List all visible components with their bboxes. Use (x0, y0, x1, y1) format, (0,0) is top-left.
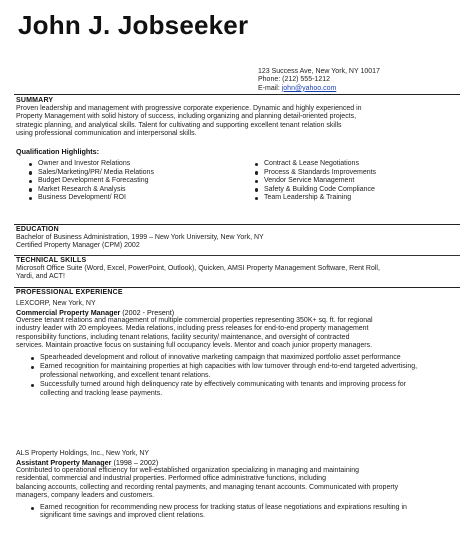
qualifications-left-list (26, 160, 154, 203)
education-line: Certified Property Manager (CPM) 2002 (16, 242, 140, 250)
job-company: LEXCORP, New York, NY (16, 300, 96, 307)
experience-heading: PROFESSIONAL EXPERIENCE (16, 289, 123, 296)
job-achievements-list (28, 504, 418, 522)
job-description-line: responsibility functions, including tenant relations, facility security/ maintenance, and oversight of contracted (16, 333, 350, 341)
qualifications-right-list (252, 160, 376, 203)
summary-line: strategic planning, and analytical skills. Talent for cultivating and supporting excellent tenant relation skills (16, 121, 342, 129)
education-text (16, 234, 456, 251)
achievement-item: Spearheaded development and rollout of innovative marketing campaign that maximized portfolio asset performance (28, 354, 418, 362)
list-item: Vendor Service Management (252, 177, 376, 186)
contact-phone: Phone: (212) 555-1212 (258, 76, 330, 84)
job-description-line: managers, company leaders and customers. (16, 491, 155, 499)
contact-email-line (258, 85, 380, 93)
job-dates: (1998 – 2002) (111, 458, 159, 467)
header-divider (14, 94, 460, 95)
job-title: Assistant Property Manager (16, 458, 112, 467)
technical-line: Microsoft Office Suite (Word, Excel, PowerPoint, Outlook), Quicken, AMSI Property Management Software, Rent Roll, (16, 265, 380, 272)
list-item: Business Development/ ROI (26, 194, 154, 203)
summary-text (16, 105, 456, 138)
technical-divider (14, 255, 460, 256)
list-item: Market Research & Analysis (26, 186, 154, 195)
list-item: Owner and Investor Relations (26, 160, 154, 169)
contact-address: 123 Success Ave, New York, NY 10017 (258, 68, 380, 75)
achievement-item: Earned recognition for maintaining properties at high capacities with low turnover through end-to-end targeted advertising, professional networking, and excellent tenant relations. (28, 363, 418, 380)
job-description-line: services. Maintain proactive focus on sustaining full occupancy levels. Mentor and coach junior property managers. (16, 341, 373, 349)
achievement-item: Earned recognition for recommending new process for tracking status of lease negotiations and expirations resulting in significant time savings and improved client relations. (28, 504, 418, 521)
job-description-line: residential, commercial and industrial properties. Performed office administrative functions, including (16, 475, 326, 483)
job-title: Commercial Property Manager (16, 308, 121, 317)
list-item: Safety & Building Code Compliance (252, 186, 376, 195)
job-title-line (16, 308, 174, 317)
education-divider (14, 224, 460, 225)
summary-line: Proven leadership and management with progressive corporate experience. Dynamic and highly experienced in (16, 105, 362, 112)
list-item: Budget Development & Forecasting (26, 177, 154, 186)
list-item: Sales/Marketing/PR/ Media Relations (26, 169, 154, 178)
achievement-item: Successfully turned around high delinquency rate by effectively communicating with tenants and improving process for collecting and tracking lease payments. (28, 381, 418, 398)
education-heading: EDUCATION (16, 226, 59, 233)
list-item: Process & Standards Improvements (252, 169, 376, 178)
education-line: Bachelor of Business Administration, 1999 – New York University, New York, NY (16, 234, 264, 241)
contact-email-link[interactable]: john@yahoo.com (281, 84, 337, 92)
job-description-line: industry leader with 20 employees. Media relations, including press releases for end-to-end property management (16, 325, 369, 333)
job-description-line: balancing accounts, collecting and recording rental payments, and managing tenant accounts. Communicated with property (16, 483, 399, 491)
experience-divider (14, 287, 460, 288)
technical-skills-heading: TECHNICAL SKILLS (16, 257, 87, 264)
job-description-line: Contributed to operational efficiency for well-established organization specializing in managing and maintaining (16, 467, 360, 474)
qualification-highlights-heading: Qualification Highlights: (16, 147, 100, 156)
job-description (16, 317, 456, 350)
job-company: ALS Property Holdings, Inc., New York, NY (16, 450, 150, 457)
summary-line: using professional communication and interpersonal skills. (16, 129, 197, 137)
technical-skills-text (16, 265, 456, 282)
technical-line: Yardi, and ACT! (16, 273, 65, 281)
list-item: Contract & Lease Negotiations (252, 160, 376, 169)
job-achievements-list (28, 354, 418, 399)
job-dates: (2002 - Present) (120, 308, 175, 317)
summary-heading: SUMMARY (16, 97, 54, 104)
job-description (16, 467, 456, 500)
summary-line: Property Management with solid history of success, including organizing and planning detail-oriented projects, (16, 113, 357, 121)
contact-email-label: E-mail: (258, 84, 282, 92)
contact-block (258, 68, 380, 93)
job-description-line: Oversee tenant relations and management of multiple commercial properties representing 350K+ sq. ft. for regional (16, 317, 373, 324)
list-item: Team Leadership & Training (252, 194, 376, 203)
job-title-line (16, 458, 158, 467)
candidate-name: John J. Jobseeker (18, 10, 249, 40)
